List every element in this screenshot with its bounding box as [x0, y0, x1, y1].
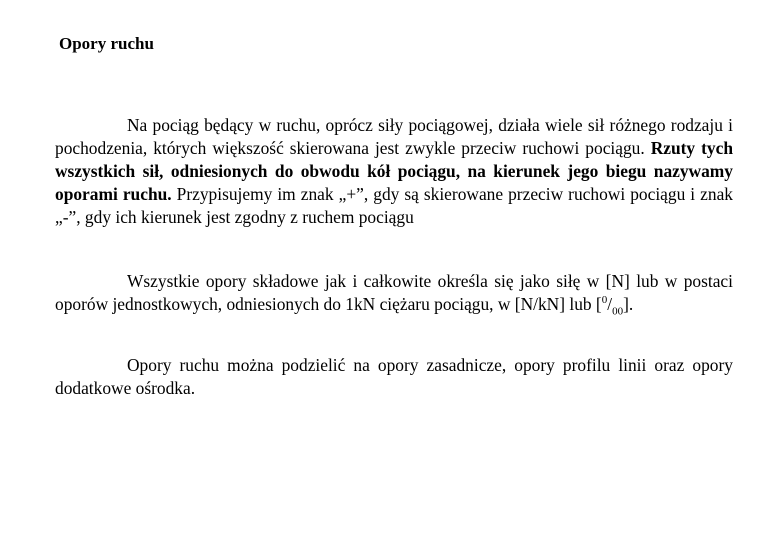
paragraph-text: Wszystkie opory składowe jak i całkowite określa się jako siłę w [N] lub w postaci oporów jednostkowych, odniesionych do 1kN ciężaru pociągu, w [N/kN] lub [ [55, 271, 733, 314]
paragraph-text: Na pociąg będący w ruchu, oprócz siły pociągowej, działa wiele sił różnego rodzaju i pochodzenia, których większość skierowana jest zwykle przeciw ruchowi pociągu. [55, 115, 733, 158]
paragraph-text: Opory ruchu można podzielić na opory zasadnicze, opory profilu linii oraz opory dodatkowe ośrodka. [55, 355, 733, 398]
paragraph-text: Przypisujemy im znak „+”, gdy są skierowane przeciw ruchowi pociągu i znak „-”, gdy ich kierunek jest zgodny z ruchem pociągu [55, 184, 733, 227]
paragraph-resistance-definition [55, 114, 733, 229]
permille-slash: / [607, 294, 613, 314]
permille-superscript: 0 [601, 294, 608, 307]
paragraph-classification [55, 354, 733, 400]
paragraph-text: ]. [623, 294, 634, 314]
paragraph-units [55, 270, 733, 316]
definition-bold-text: Rzuty tych wszystkich sił, odniesionych do obwodu kół pociągu, na kierunek jego biegu nazywamy oporami ruchu. [55, 138, 733, 204]
section-title: Opory ruchu [59, 34, 154, 53]
permille-subscript: 00 [612, 305, 624, 318]
